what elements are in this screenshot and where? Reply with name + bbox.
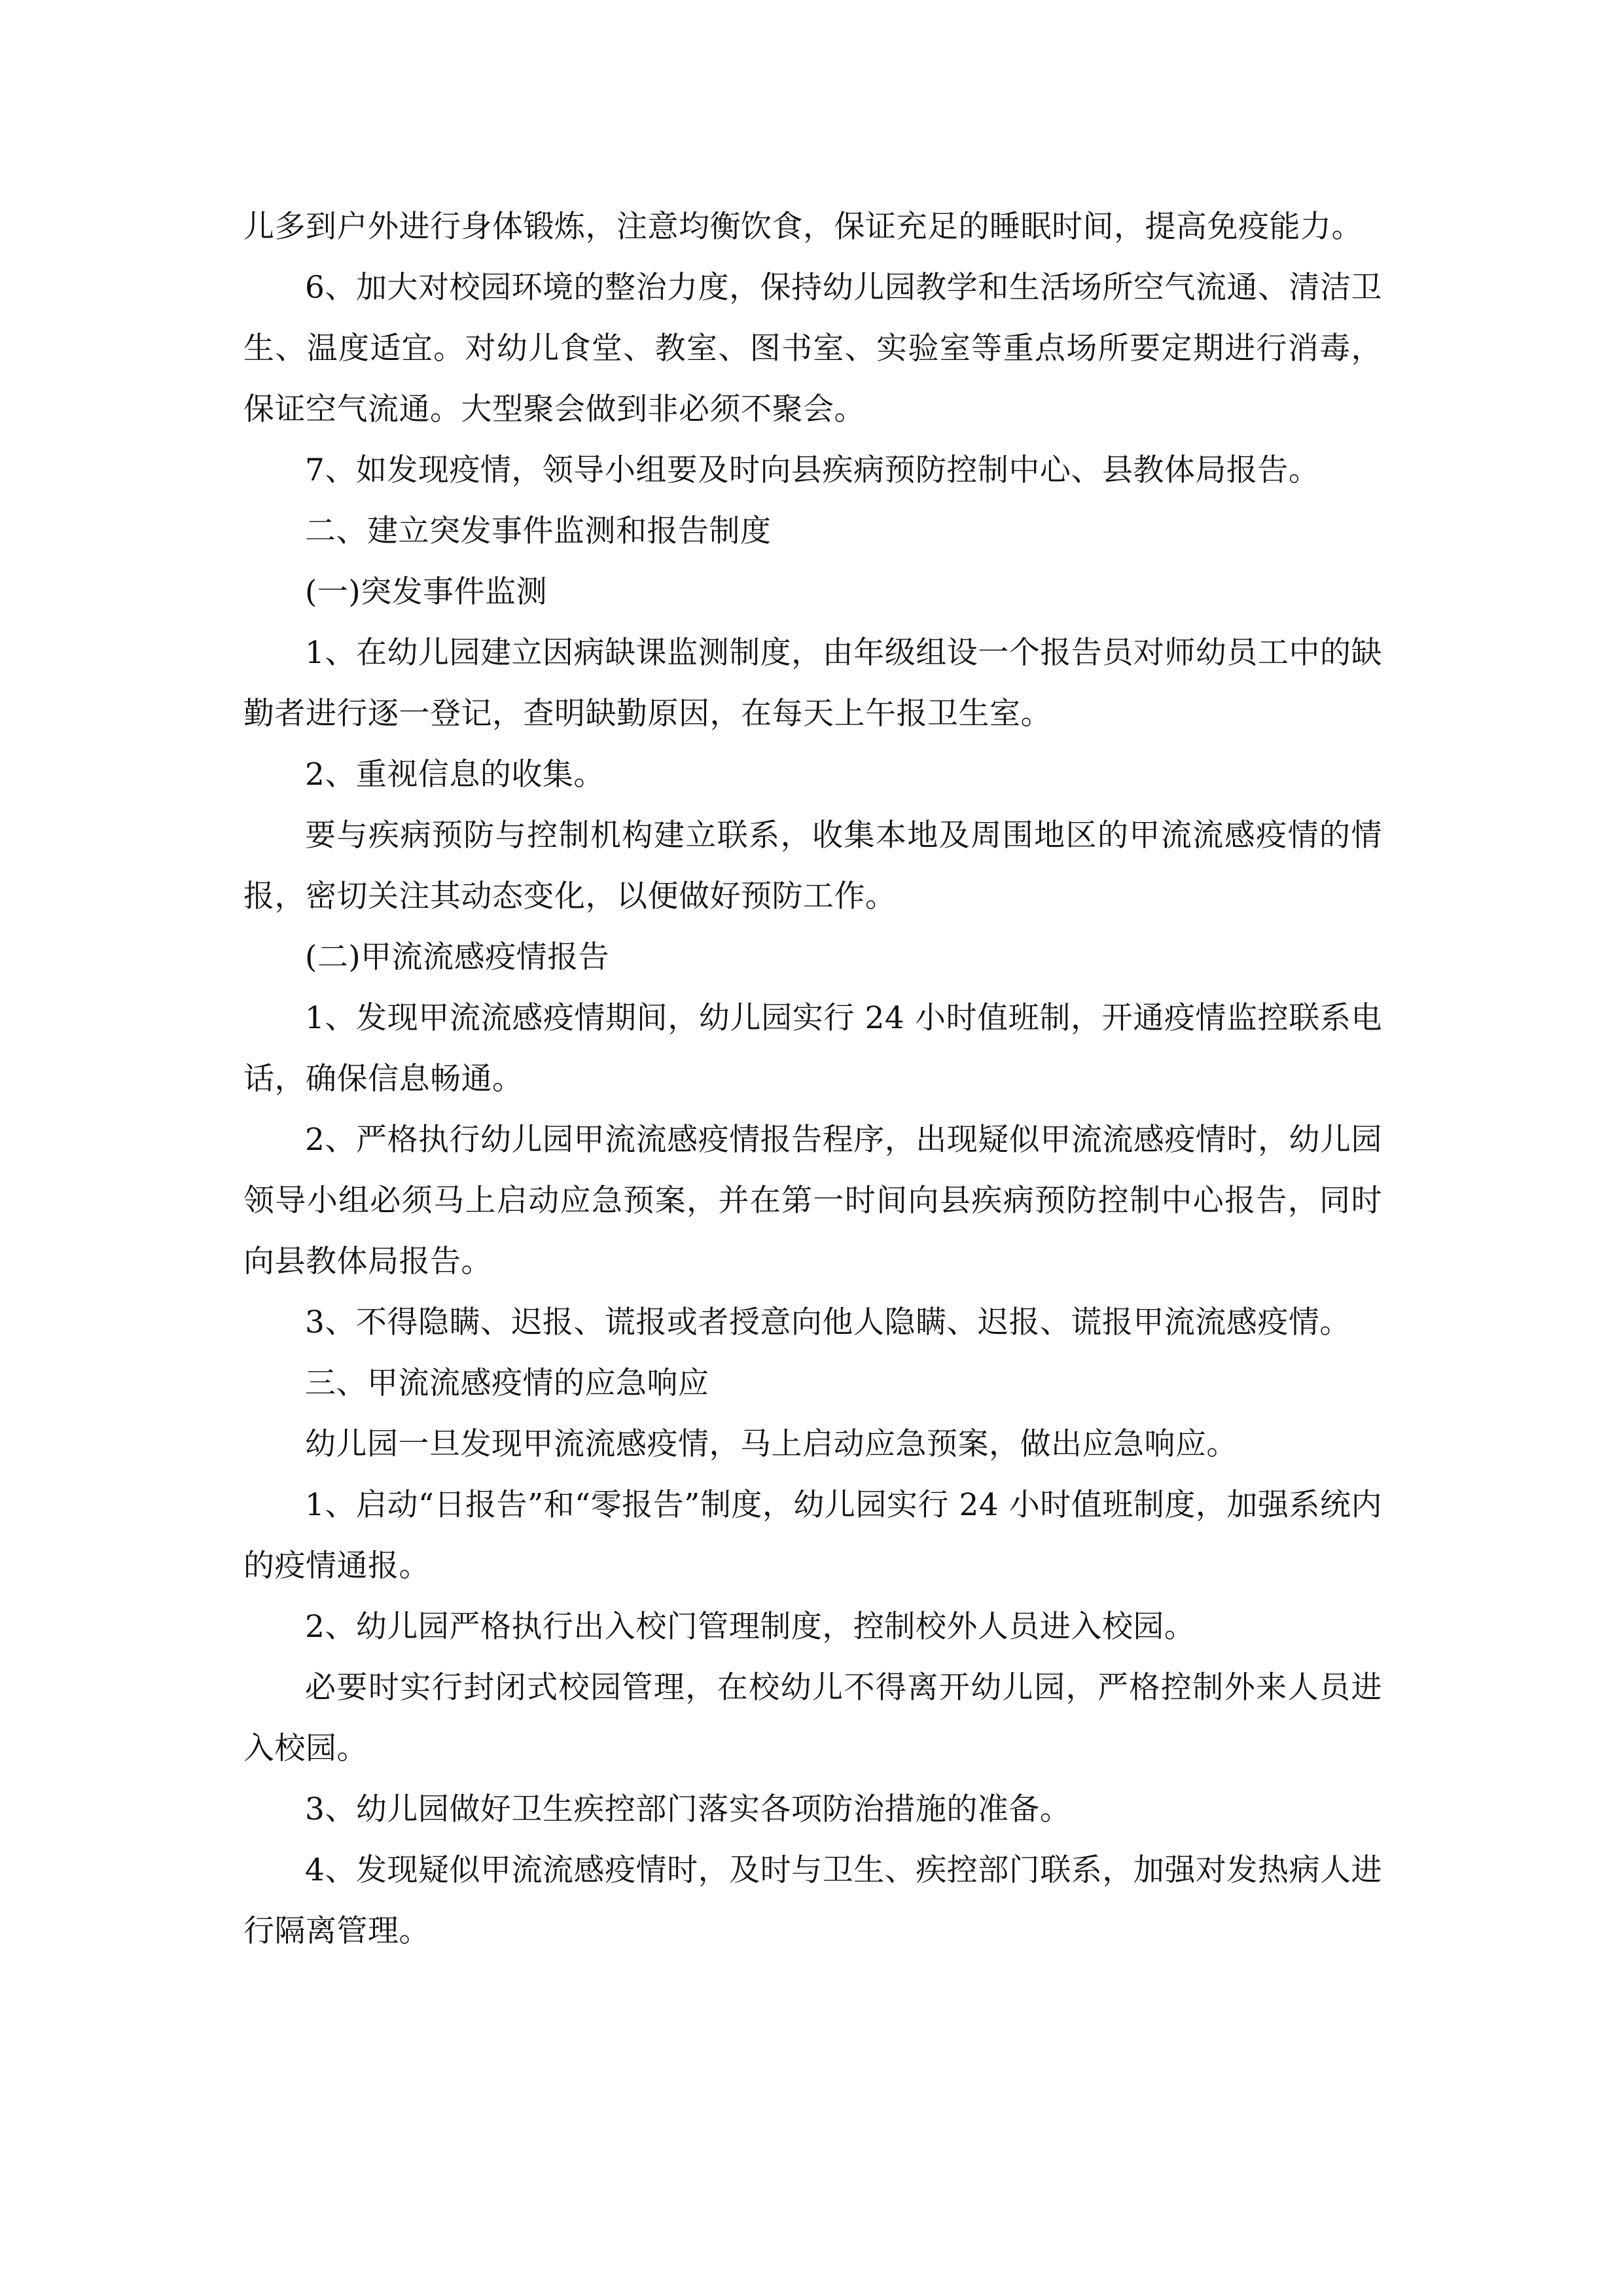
paragraph: 幼儿园一旦发现甲流流感疫情，马上启动应急预案，做出应急响应。 <box>305 1426 1238 1462</box>
paragraph: 1、启动“日报告”和“零报告”制度，幼儿园实行 24 小时值班制度，加强系统内的疫情通报。 <box>243 1487 1382 1584</box>
section-heading: 二、建立突发事件监测和报告制度 <box>305 513 772 549</box>
section-heading: 三、甲流流感疫情的应急响应 <box>305 1365 709 1401</box>
paragraph: 4、发现疑似甲流流感疫情时，及时与卫生、疾控部门联系，加强对发热病人进行隔离管理。 <box>243 1852 1382 1949</box>
paragraph: 1、发现甲流流感疫情期间，幼儿园实行 24 小时值班制，开通疫情监控联系电话，确保信息畅通。 <box>243 1000 1382 1097</box>
paragraph: 3、幼儿园做好卫生疾控部门落实各项防治措施的准备。 <box>305 1791 1071 1827</box>
subsection-heading: (二)甲流流感疫情报告 <box>305 939 610 975</box>
paragraph: 儿多到户外进行身体锻炼，注意均衡饮食，保证充足的睡眠时间，提高免疫能力。 <box>243 209 1363 245</box>
paragraph: 要与疾病预防与控制机构建立联系，收集本地及周围地区的甲流流感疫情的情报，密切关注其动态变化，以便做好预防工作。 <box>243 817 1382 914</box>
paragraph: 7、如发现疫情，领导小组要及时向县疾病预防控制中心、县教体局报告。 <box>305 452 1320 488</box>
paragraph: 6、加大对校园环境的整治力度，保持幼儿园教学和生活场所空气流通、清洁卫生、温度适宜。对幼儿食堂、教室、图书室、实验室等重点场所要定期进行消毒，保证空气流通。大型聚会做到非必须不聚会。 <box>243 270 1382 427</box>
paragraph: 2、重视信息的收集。 <box>305 757 605 793</box>
paragraph: 必要时实行封闭式校园管理，在校幼儿不得离开幼儿园，严格控制外来人员进入校园。 <box>243 1670 1382 1767</box>
subsection-heading: (一)突发事件监测 <box>305 574 548 610</box>
paragraph: 2、幼儿园严格执行出入校门管理制度，控制校外人员进入校园。 <box>305 1609 1196 1645</box>
paragraph: 3、不得隐瞒、迟报、谎报或者授意向他人隐瞒、迟报、谎报甲流流感疫情。 <box>305 1304 1351 1340</box>
document-body <box>243 196 1382 1962</box>
paragraph: 1、在幼儿园建立因病缺课监测制度，由年级组设一个报告员对师幼员工中的缺勤者进行逐一登记，查明缺勤原因，在每天上午报卫生室。 <box>243 635 1382 732</box>
paragraph: 2、严格执行幼儿园甲流流感疫情报告程序，出现疑似甲流流感疫情时，幼儿园领导小组必须马上启动应急预案，并在第一时间向县疾病预防控制中心报告，同时向县教体局报告。 <box>243 1122 1382 1280</box>
